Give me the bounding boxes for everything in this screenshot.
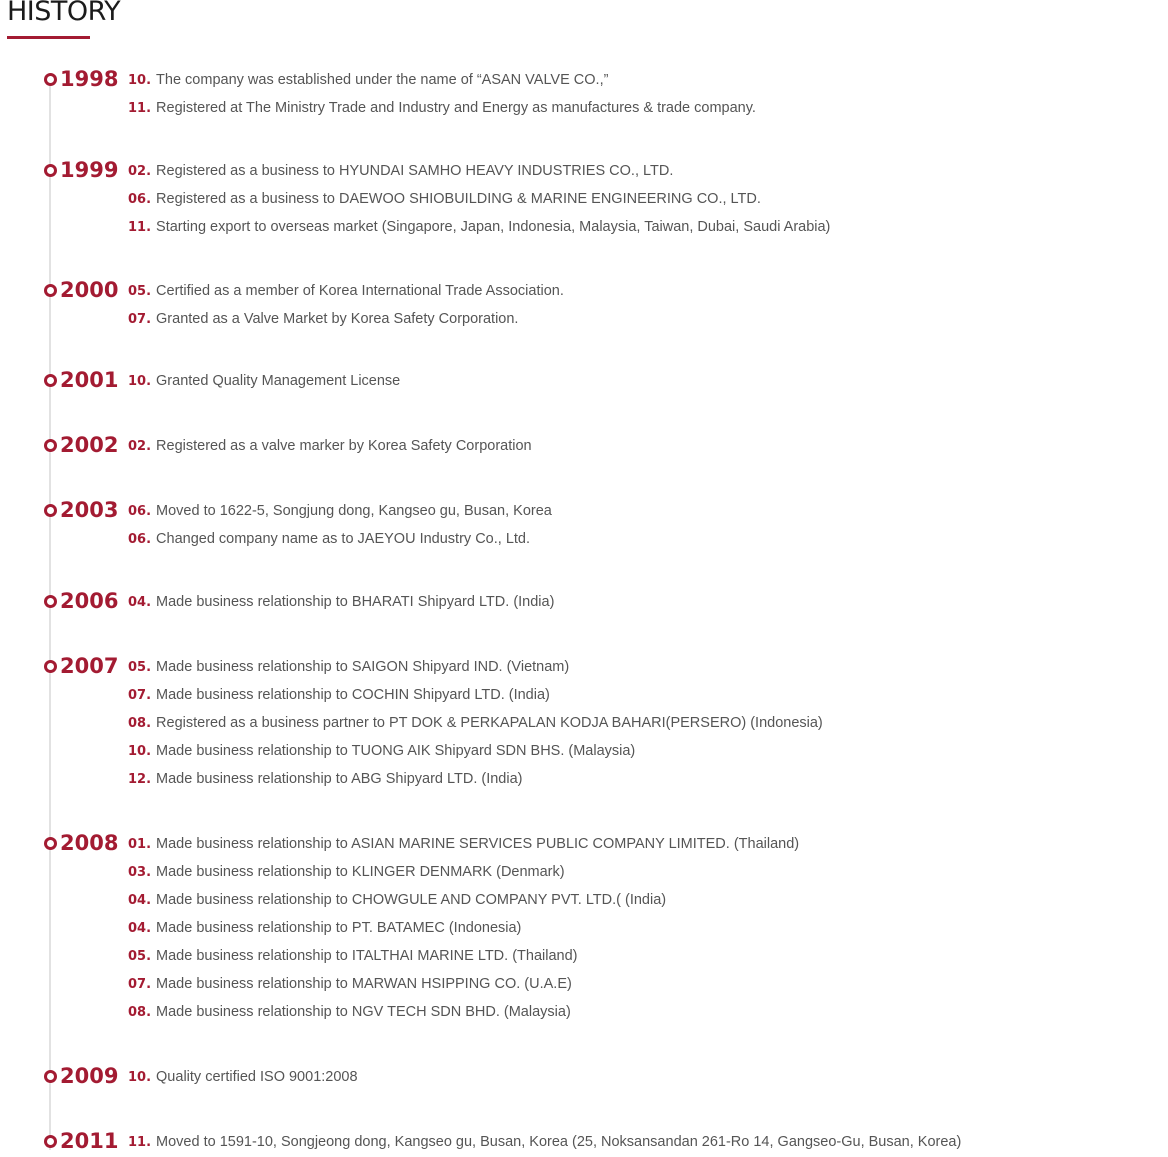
event-month: 07. [128, 977, 152, 992]
event-month: 05. [128, 949, 152, 964]
history-event [128, 185, 761, 213]
event-month: 06. [128, 532, 152, 547]
event-description: Registered at The Ministry Trade and Industry and Energy as manufactures & trade company. [156, 100, 756, 116]
event-month: 01. [128, 837, 152, 852]
history-event [128, 1063, 358, 1091]
year-label: 2001 [60, 368, 119, 392]
event-description: Registered as a business partner to PT DOK & PERKAPALAN KODJA BAHARI(PERSERO) (Indonesia) [156, 715, 823, 731]
history-event [128, 94, 756, 122]
history-event [128, 998, 571, 1026]
event-description: Made business relationship to MARWAN HSIPPING CO. (U.A.E) [156, 976, 572, 992]
timeline-dot-icon [44, 164, 57, 177]
event-description: Made business relationship to TUONG AIK Shipyard SDN BHS. (Malaysia) [156, 743, 636, 759]
year-label: 2006 [60, 589, 119, 613]
event-description: Made business relationship to NGV TECH SDN BHD. (Malaysia) [156, 1004, 571, 1020]
event-month: 06. [128, 192, 152, 207]
event-month: 11. [128, 1135, 152, 1150]
event-description: Made business relationship to PT. BATAMEC (Indonesia) [156, 920, 522, 936]
history-event [128, 886, 666, 914]
timeline-dot-icon [44, 284, 57, 297]
event-month: 08. [128, 716, 152, 731]
history-event [128, 1128, 961, 1156]
event-month: 04. [128, 921, 152, 936]
event-month: 06. [128, 504, 152, 519]
history-event [128, 305, 518, 333]
history-event [128, 914, 521, 942]
history-event [128, 525, 530, 553]
history-event [128, 681, 550, 709]
event-month: 07. [128, 688, 152, 703]
event-description: Registered as a business to HYUNDAI SAMHO HEAVY INDUSTRIES CO., LTD. [156, 163, 674, 179]
timeline-line [49, 86, 51, 1150]
event-month: 10. [128, 1070, 152, 1085]
history-event [128, 66, 608, 94]
event-description: Made business relationship to CHOWGULE AND COMPANY PVT. LTD.( (India) [156, 892, 667, 908]
year-label: 2002 [60, 433, 119, 457]
event-description: Starting export to overseas market (Singapore, Japan, Indonesia, Malaysia, Taiwan, Dubai, Saudi Arabia) [156, 219, 831, 235]
event-description: Certified as a member of Korea International Trade Association. [156, 283, 564, 299]
event-description: Quality certified ISO 9001:2008 [156, 1069, 358, 1085]
year-label: 2009 [60, 1064, 119, 1088]
event-description: Granted as a Valve Market by Korea Safety Corporation. [156, 311, 519, 327]
event-description: Changed company name as to JAEYOU Industry Co., Ltd. [156, 531, 531, 547]
event-description: Registered as a valve marker by Korea Safety Corporation [156, 438, 532, 454]
event-month: 11. [128, 220, 152, 235]
history-event [128, 737, 635, 765]
history-event [128, 277, 564, 305]
event-description: Made business relationship to ABG Shipyard LTD. (India) [156, 771, 523, 787]
history-event [128, 157, 673, 185]
event-month: 12. [128, 772, 152, 787]
event-description: Moved to 1591-10, Songjeong dong, Kangseo gu, Busan, Korea (25, Noksansandan 261-Ro 14, Gangseo-Gu, Busan, Korea) [156, 1134, 962, 1150]
history-event [128, 830, 799, 858]
event-month: 07. [128, 312, 152, 327]
history-event [128, 432, 532, 460]
event-description: The company was established under the name of “ASAN VALVE CO.,” [156, 72, 609, 88]
year-label: 1999 [60, 158, 119, 182]
timeline-dot-icon [44, 73, 57, 86]
timeline-dot-icon [44, 1135, 57, 1148]
timeline-dot-icon [44, 439, 57, 452]
history-event [128, 765, 522, 793]
timeline-dot-icon [44, 374, 57, 387]
year-label: 2008 [60, 831, 119, 855]
timeline-dot-icon [44, 660, 57, 673]
history-event [128, 653, 569, 681]
event-description: Made business relationship to BHARATI Shipyard LTD. (India) [156, 594, 555, 610]
event-month: 11. [128, 101, 152, 116]
year-label: 2000 [60, 278, 119, 302]
event-month: 04. [128, 595, 152, 610]
event-description: Granted Quality Management License [156, 373, 401, 389]
year-label: 1998 [60, 67, 119, 91]
event-month: 08. [128, 1005, 152, 1020]
timeline-dot-icon [44, 837, 57, 850]
timeline-dot-icon [44, 595, 57, 608]
event-month: 02. [128, 164, 152, 179]
history-event [128, 588, 554, 616]
page-title: HISTORY [7, 0, 121, 27]
event-month: 04. [128, 893, 152, 908]
event-month: 02. [128, 439, 152, 454]
event-description: Made business relationship to COCHIN Shipyard LTD. (India) [156, 687, 550, 703]
history-event [128, 970, 572, 998]
history-event [128, 213, 830, 241]
history-event [128, 709, 823, 737]
history-event [128, 497, 552, 525]
event-month: 10. [128, 744, 152, 759]
event-description: Made business relationship to ASIAN MARINE SERVICES PUBLIC COMPANY LIMITED. (Thailand) [156, 836, 800, 852]
history-event [128, 367, 400, 395]
event-description: Made business relationship to ITALTHAI MARINE LTD. (Thailand) [156, 948, 578, 964]
year-label: 2003 [60, 498, 119, 522]
timeline-dot-icon [44, 504, 57, 517]
history-event [128, 858, 565, 886]
event-month: 10. [128, 374, 152, 389]
event-description: Made business relationship to SAIGON Shipyard IND. (Vietnam) [156, 659, 570, 675]
title-underline [7, 36, 90, 39]
event-description: Moved to 1622-5, Songjung dong, Kangseo gu, Busan, Korea [156, 503, 552, 519]
event-month: 10. [128, 73, 152, 88]
event-description: Registered as a business to DAEWOO SHIOBUILDING & MARINE ENGINEERING CO., LTD. [156, 191, 761, 207]
event-description: Made business relationship to KLINGER DENMARK (Denmark) [156, 864, 565, 880]
event-month: 05. [128, 284, 152, 299]
event-month: 03. [128, 865, 152, 880]
timeline-dot-icon [44, 1070, 57, 1083]
event-month: 05. [128, 660, 152, 675]
year-label: 2011 [60, 1129, 119, 1153]
history-event [128, 942, 578, 970]
year-label: 2007 [60, 654, 119, 678]
